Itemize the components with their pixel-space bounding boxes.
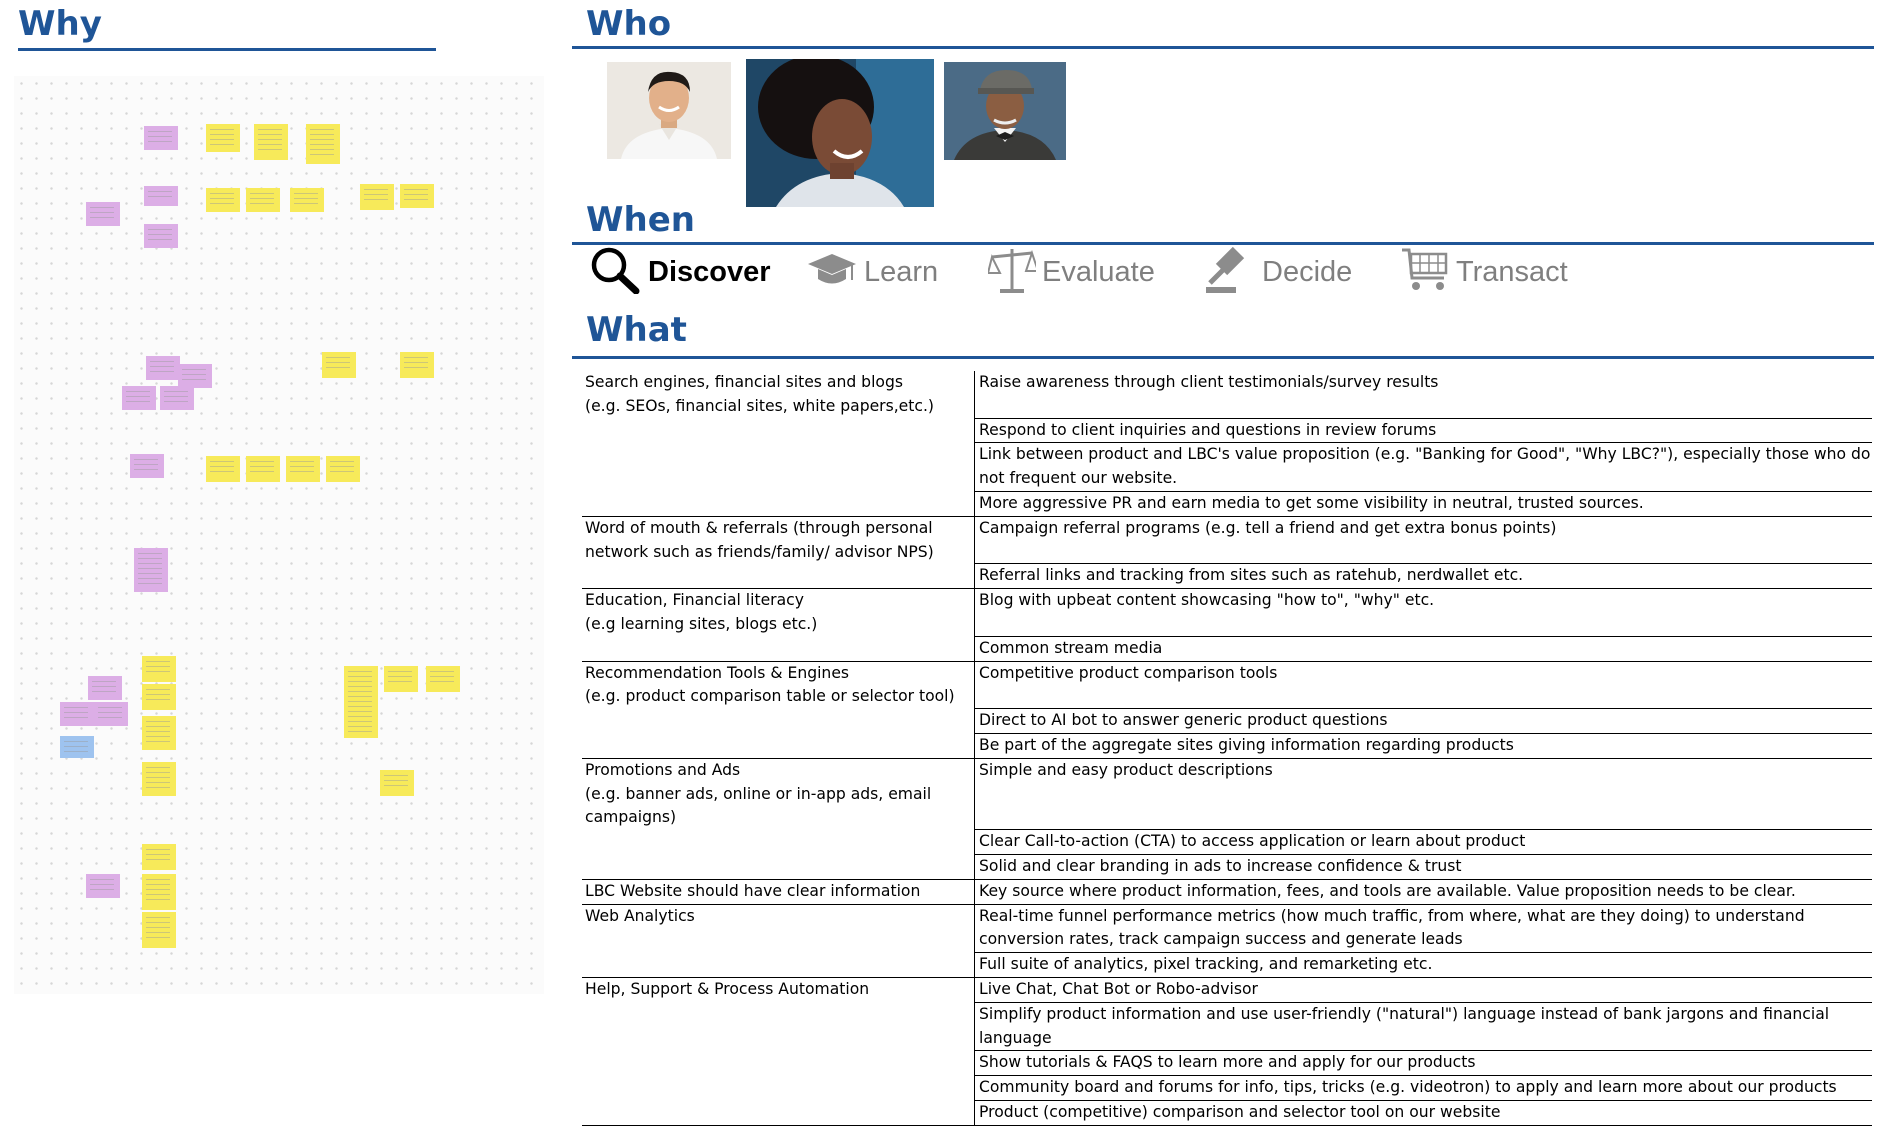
sticky-note[interactable]: [384, 666, 418, 692]
channel-cell-empty: [582, 709, 974, 734]
sticky-note[interactable]: [246, 188, 280, 212]
action-cell: Product (competitive) comparison and selector tool on our website: [974, 1101, 1872, 1126]
sticky-note[interactable]: [400, 352, 434, 378]
phase-label-evaluate: Evaluate: [1042, 255, 1155, 288]
channel-cell-empty: [582, 855, 974, 880]
channel-cell: Promotions and Ads (e.g. banner ads, online or in-app ads, email campaigns): [585, 760, 932, 827]
table-row: [582, 371, 1872, 419]
table-row: [582, 443, 1872, 492]
channel-cell: Education, Financial literacy (e.g learning sites, blogs etc.): [585, 591, 818, 633]
channel-cell: Word of mouth & referrals (through personal network such as friends/family/ advisor NPS): [585, 518, 934, 561]
sticky-note[interactable]: [290, 188, 324, 212]
table-row: [582, 589, 1872, 637]
table-row: [582, 1076, 1872, 1101]
table-row: [582, 1051, 1872, 1076]
channel-cell: Help, Support & Process Automation: [585, 979, 870, 998]
why-title: Why: [18, 4, 102, 44]
senior-man-photo: [944, 62, 1066, 160]
who-rule: [572, 46, 1874, 49]
graduation-cap-icon: [806, 250, 858, 295]
action-cell: Simple and easy product descriptions: [974, 759, 1872, 830]
sticky-note[interactable]: [144, 186, 178, 206]
action-cell: Real-time funnel performance metrics (how much traffic, from where, what are they doing) to understand conversion rates, track campaign success and generate leads: [974, 905, 1872, 954]
channel-cell: Web Analytics: [585, 906, 695, 925]
sticky-note[interactable]: [142, 656, 176, 682]
phase-learn[interactable]: [806, 246, 938, 298]
channel-cell: LBC Website should have clear information: [582, 880, 974, 905]
channel-cell-empty: [582, 1076, 974, 1101]
action-cell: Community board and forums for info, tips, tricks (e.g. videotron) to apply and learn more about our products: [974, 1076, 1872, 1101]
who-title: Who: [586, 4, 672, 44]
action-cell: Live Chat, Chat Bot or Robo-advisor: [974, 978, 1872, 1003]
phase-evaluate[interactable]: [988, 246, 1155, 298]
what-table: [582, 371, 1872, 1126]
sticky-note[interactable]: [254, 124, 288, 160]
magnifier-icon: [588, 246, 642, 299]
sticky-note[interactable]: [60, 736, 94, 758]
sticky-note[interactable]: [142, 844, 176, 870]
persona-photo-senior-man: [944, 62, 1066, 160]
sticky-note[interactable]: [380, 770, 414, 796]
table-row: [582, 637, 1872, 662]
channel-cell-empty: [582, 953, 974, 978]
sticky-note[interactable]: [206, 456, 240, 482]
sticky-note[interactable]: [400, 184, 434, 208]
action-cell: Solid and clear branding in ads to increase confidence & trust: [974, 855, 1872, 880]
table-row: [582, 662, 1872, 710]
action-cell: Raise awareness through client testimonials/survey results: [974, 371, 1872, 419]
what-rule: [572, 356, 1874, 359]
persona-photo-young-man: [607, 62, 731, 159]
table-row: [582, 517, 1872, 565]
sticky-note[interactable]: [144, 126, 178, 150]
sticky-note[interactable]: [142, 684, 176, 710]
table-row: [582, 1101, 1872, 1126]
phase-discover[interactable]: [588, 246, 771, 298]
sticky-note[interactable]: [86, 202, 120, 226]
action-cell: Campaign referral programs (e.g. tell a friend and get extra bonus points): [974, 517, 1872, 565]
why-rule: [18, 48, 436, 51]
sticky-note-board[interactable]: [14, 76, 544, 994]
sticky-note[interactable]: [178, 364, 212, 388]
scale-icon: [988, 245, 1036, 300]
shopping-cart-icon: [1400, 246, 1450, 299]
channel-cell-empty: [582, 734, 974, 759]
sticky-note[interactable]: [246, 456, 280, 482]
action-cell: Respond to client inquiries and questions in review forums: [974, 419, 1872, 444]
sticky-note[interactable]: [426, 666, 460, 692]
table-row: [582, 759, 1872, 830]
phase-label-learn: Learn: [864, 255, 939, 288]
channel-cell-empty: [582, 1051, 974, 1076]
phase-transact[interactable]: [1400, 246, 1568, 298]
table-row: [582, 978, 1872, 1003]
action-cell: Blog with upbeat content showcasing "how to", "why" etc.: [974, 589, 1872, 637]
sticky-note[interactable]: [360, 184, 394, 210]
phase-label-decide: Decide: [1262, 255, 1353, 288]
gavel-icon: [1204, 245, 1256, 300]
action-cell: Show tutorials & FAQS to learn more and apply for our products: [974, 1051, 1872, 1076]
table-row: [582, 880, 1872, 905]
channel-cell: Recommendation Tools & Engines (e.g. product comparison table or selector tool): [585, 663, 955, 706]
channel-cell-empty: [582, 419, 974, 444]
sticky-note[interactable]: [144, 224, 178, 248]
sticky-note[interactable]: [86, 874, 120, 898]
action-cell: Full suite of analytics, pixel tracking, and remarketing etc.: [974, 953, 1872, 978]
channel-cell-empty: [582, 637, 974, 662]
channel-cell-empty: [582, 492, 974, 517]
sticky-note[interactable]: [286, 456, 320, 482]
table-row: [582, 419, 1872, 444]
action-cell: Simplify product information and use user-friendly ("natural") language instead of bank jargons and financial language: [974, 1003, 1872, 1052]
sticky-note[interactable]: [142, 874, 176, 910]
young-man-photo: [607, 62, 731, 159]
sticky-note[interactable]: [146, 356, 180, 380]
smiling-woman-photo: [746, 59, 934, 207]
table-row: [582, 855, 1872, 880]
action-cell: Link between product and LBC's value proposition (e.g. "Banking for Good", "Why LBC?"), especially those who do not frequent our website.: [974, 443, 1872, 492]
sticky-note[interactable]: [322, 352, 356, 378]
table-row: [582, 734, 1872, 759]
phase-decide[interactable]: [1204, 246, 1352, 298]
channel-cell-empty: [582, 564, 974, 589]
what-title: What: [586, 310, 687, 350]
sticky-note[interactable]: [206, 188, 240, 212]
table-row: [582, 905, 1872, 954]
table-row: [582, 830, 1872, 855]
sticky-note[interactable]: [306, 124, 340, 164]
action-cell: Referral links and tracking from sites such as ratehub, nerdwallet etc.: [974, 564, 1872, 589]
table-row: [582, 953, 1872, 978]
action-cell: More aggressive PR and earn media to get some visibility in neutral, trusted sources.: [974, 492, 1872, 517]
action-cell: Competitive product comparison tools: [974, 662, 1872, 710]
sticky-note[interactable]: [94, 702, 128, 726]
persona-photo-woman: [746, 59, 934, 207]
sticky-note[interactable]: [326, 456, 360, 482]
sticky-note[interactable]: [344, 666, 378, 738]
table-row: [582, 709, 1872, 734]
channel-cell-empty: [582, 1003, 974, 1052]
channel-cell-empty: [582, 443, 974, 492]
sticky-note[interactable]: [60, 702, 94, 726]
channel-cell-empty: [582, 1101, 974, 1126]
action-cell: Key source where product information, fees, and tools are available. Value proposition needs to be clear.: [974, 880, 1872, 905]
phase-label-discover: Discover: [648, 255, 771, 288]
action-cell: Clear Call-to-action (CTA) to access application or learn about product: [974, 830, 1872, 855]
channel-cell-empty: [582, 830, 974, 855]
sticky-note[interactable]: [160, 386, 194, 410]
sticky-note[interactable]: [142, 762, 176, 796]
sticky-note[interactable]: [122, 386, 156, 410]
channel-cell: Search engines, financial sites and blogs (e.g. SEOs, financial sites, white papers,etc.): [585, 373, 935, 415]
action-cell: Be part of the aggregate sites giving information regarding products: [974, 734, 1872, 759]
sticky-note[interactable]: [134, 548, 168, 592]
action-cell: Common stream media: [974, 637, 1872, 662]
table-row: [582, 564, 1872, 589]
sticky-note[interactable]: [142, 716, 176, 750]
table-row: [582, 492, 1872, 517]
sticky-note[interactable]: [206, 124, 240, 152]
table-row: [582, 1003, 1872, 1052]
phase-label-transact: Transact: [1456, 255, 1568, 288]
when-title: When: [586, 200, 695, 240]
sticky-note[interactable]: [88, 676, 122, 700]
sticky-note[interactable]: [142, 912, 176, 948]
sticky-note[interactable]: [130, 454, 164, 478]
action-cell: Direct to AI bot to answer generic product questions: [974, 709, 1872, 734]
